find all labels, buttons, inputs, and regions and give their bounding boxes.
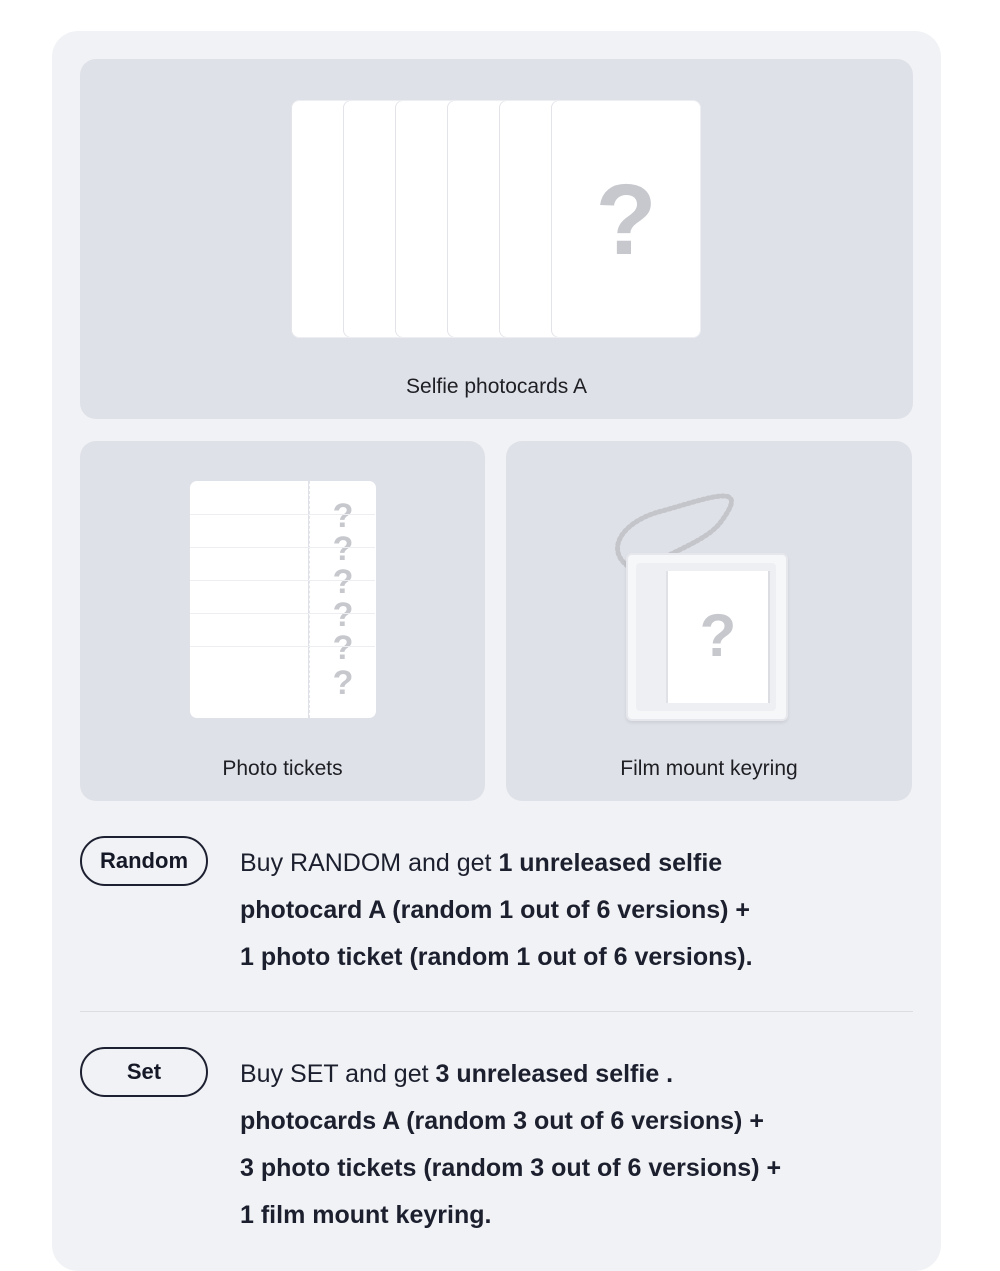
- random-description: [240, 840, 900, 981]
- description-line: [240, 934, 900, 981]
- ticket-body: [190, 481, 308, 718]
- photo-tickets-panel: [80, 441, 485, 801]
- description-line: [240, 887, 900, 934]
- set-description: [240, 1051, 900, 1239]
- keyring-acrylic-frame: [626, 553, 788, 721]
- description-line: [240, 840, 900, 887]
- ticket-divider: [190, 547, 375, 548]
- question-mark-icon: ?: [332, 664, 354, 702]
- description-bold: 1 unreleased selfie: [498, 849, 723, 877]
- film-mount: [666, 571, 770, 703]
- random-button[interactable]: Random: [80, 836, 208, 886]
- description-text: Buy RANDOM and get: [240, 849, 499, 877]
- question-mark-icon: ?: [595, 164, 657, 276]
- photocard-front: [552, 101, 700, 337]
- question-mark-icon: ?: [699, 602, 737, 669]
- ticket-divider: [190, 646, 375, 647]
- description-line: [240, 1145, 900, 1192]
- question-mark-icon: ?: [332, 497, 354, 535]
- divider: [80, 1011, 913, 1012]
- description-text: Buy SET and get: [240, 1060, 436, 1088]
- selfie-photocards-caption: Selfie photocards A: [406, 375, 587, 398]
- description-line: [240, 1192, 900, 1239]
- description-line: [240, 1051, 900, 1098]
- selfie-photocards-panel: [80, 59, 913, 419]
- question-mark-icon: ?: [332, 629, 354, 667]
- description-bold: 1 photo ticket (random 1 out of 6 versions).: [240, 943, 753, 971]
- keyring-inner: [636, 563, 776, 711]
- description-bold: 1 film mount keyring.: [240, 1201, 492, 1229]
- description-line: [240, 1098, 900, 1145]
- keyring-image: [602, 481, 812, 731]
- product-options-card: [52, 31, 941, 1271]
- photo-tickets-caption: Photo tickets: [222, 757, 343, 780]
- description-bold: 3 unreleased selfie .: [435, 1060, 674, 1088]
- ticket-stub: [309, 481, 376, 718]
- film-mount-keyring-panel: [506, 441, 912, 801]
- set-button[interactable]: Set: [80, 1047, 208, 1097]
- question-mark-icon: ?: [332, 563, 354, 601]
- description-bold: photocard A (random 1 out of 6 versions) +: [240, 896, 751, 924]
- ticket-divider: [190, 613, 375, 614]
- ticket-divider: [190, 514, 375, 515]
- photo-tickets-image: [190, 481, 375, 718]
- question-mark-icon: ?: [332, 530, 354, 568]
- description-bold: 3 photo tickets (random 3 out of 6 versions) +: [240, 1154, 782, 1182]
- film-mount-keyring-caption: Film mount keyring: [620, 757, 798, 780]
- question-mark-icon: ?: [332, 596, 354, 634]
- ticket-divider: [190, 580, 375, 581]
- description-bold: photocards A (random 3 out of 6 versions) +: [240, 1107, 764, 1135]
